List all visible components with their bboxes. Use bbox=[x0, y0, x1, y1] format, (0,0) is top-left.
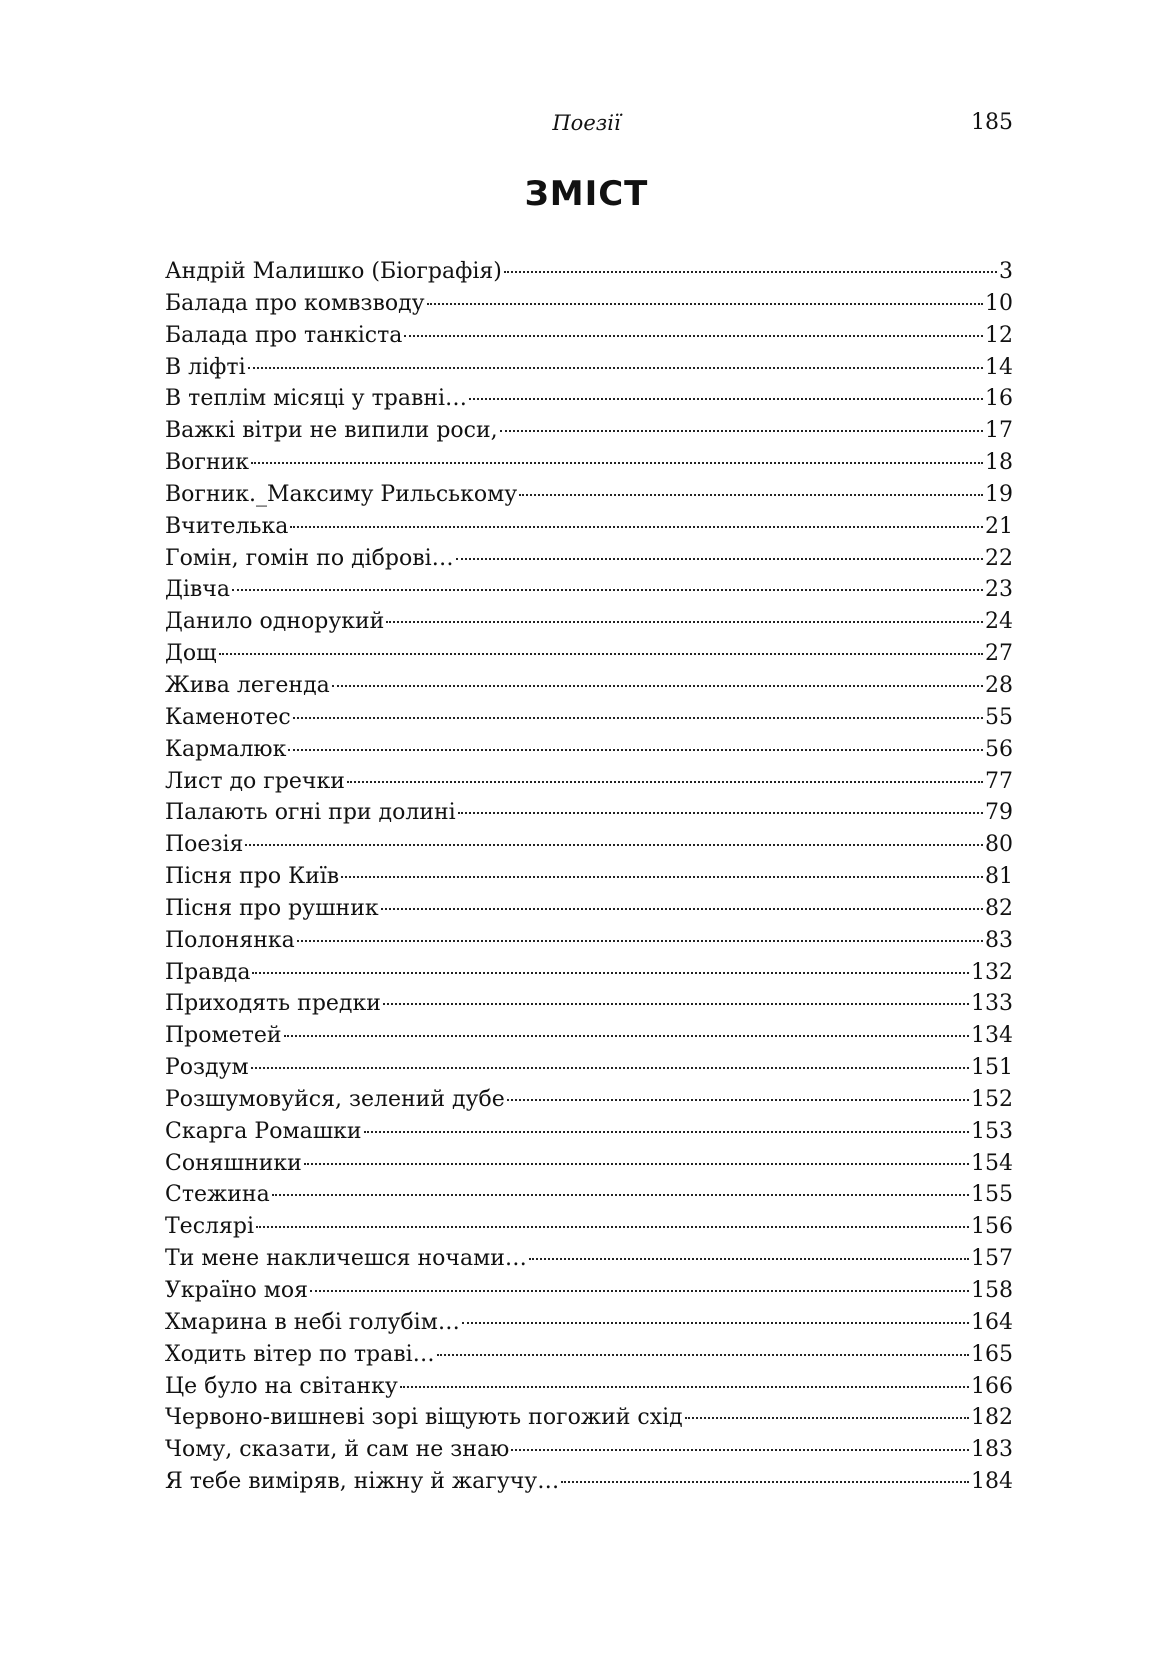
toc-entry-title: Поезія bbox=[165, 832, 244, 858]
toc-entry-title: Вогник bbox=[165, 450, 250, 476]
toc-entry-title: Важкі вітри не випили роси, bbox=[165, 418, 498, 444]
toc-entry-page: 133 bbox=[971, 991, 1013, 1017]
toc-entry-page: 79 bbox=[985, 800, 1013, 826]
toc-entry-page: 27 bbox=[985, 641, 1013, 667]
toc-entry-page: 134 bbox=[971, 1023, 1013, 1049]
toc-entry[interactable] bbox=[165, 988, 1013, 1020]
toc-entry-title: Ходить вітер по траві… bbox=[165, 1341, 435, 1367]
toc-entry-page: 56 bbox=[985, 736, 1013, 762]
table-of-contents bbox=[165, 256, 1013, 1498]
toc-entry[interactable] bbox=[165, 1371, 1013, 1403]
dot-leader bbox=[519, 494, 983, 496]
toc-entry-title: Каменотес bbox=[165, 704, 291, 730]
toc-entry-title: Теслярі bbox=[165, 1214, 254, 1240]
toc-entry-title: Палають огні при долині bbox=[165, 800, 456, 826]
toc-entry-title: Стежина bbox=[165, 1182, 270, 1208]
dot-leader bbox=[341, 876, 983, 878]
toc-entry-page: 164 bbox=[971, 1309, 1013, 1335]
toc-entry-title: Роздум bbox=[165, 1055, 249, 1081]
dot-leader bbox=[304, 1163, 969, 1165]
toc-entry-page: 156 bbox=[971, 1214, 1013, 1240]
toc-entry[interactable] bbox=[165, 1275, 1013, 1307]
toc-entry-page: 10 bbox=[985, 290, 1013, 316]
toc-entry-title: Вогник._Максиму Рильському bbox=[165, 481, 518, 507]
toc-entry[interactable] bbox=[165, 1052, 1013, 1084]
toc-entry-page: 151 bbox=[971, 1055, 1013, 1081]
toc-entry-title: Данило однорукий bbox=[165, 609, 385, 635]
toc-entry-page: 152 bbox=[971, 1086, 1013, 1112]
dot-leader bbox=[284, 1035, 970, 1037]
dot-leader bbox=[232, 589, 983, 591]
toc-entry[interactable] bbox=[165, 1402, 1013, 1434]
toc-entry-title: В теплім місяці у травні… bbox=[165, 386, 468, 412]
toc-entry[interactable] bbox=[165, 1243, 1013, 1275]
dot-leader bbox=[290, 526, 983, 528]
dot-leader bbox=[456, 558, 983, 560]
toc-entry-title: Вчителька bbox=[165, 513, 289, 539]
dot-leader bbox=[219, 653, 983, 655]
toc-entry[interactable] bbox=[165, 288, 1013, 320]
toc-entry-title: Скарга Ромашки bbox=[165, 1118, 362, 1144]
toc-entry[interactable] bbox=[165, 829, 1013, 861]
toc-entry-title: Розшумовуйся, зелений дубе bbox=[165, 1086, 505, 1112]
dot-leader bbox=[310, 1290, 969, 1292]
toc-entry[interactable] bbox=[165, 1434, 1013, 1466]
toc-entry[interactable] bbox=[165, 702, 1013, 734]
toc-entry-page: 158 bbox=[971, 1278, 1013, 1303]
dot-leader bbox=[347, 781, 983, 783]
dot-leader bbox=[400, 1386, 969, 1388]
toc-entry-page: 24 bbox=[985, 609, 1013, 635]
toc-entry[interactable] bbox=[165, 1307, 1013, 1339]
toc-entry-page: 23 bbox=[985, 577, 1013, 603]
toc-entry-title: Ти мене накличешся ночами… bbox=[165, 1246, 527, 1272]
dot-leader bbox=[383, 1003, 969, 1005]
toc-entry-page: 154 bbox=[971, 1150, 1013, 1176]
toc-entry[interactable] bbox=[165, 574, 1013, 606]
toc-heading: ЗМІСТ bbox=[524, 174, 649, 214]
toc-entry-title: Гомін, гомін по діброві… bbox=[165, 545, 454, 571]
toc-entry-title: Жива легенда bbox=[165, 672, 330, 698]
toc-entry[interactable] bbox=[165, 670, 1013, 702]
dot-leader bbox=[507, 1099, 969, 1101]
toc-entry-page: 17 bbox=[985, 418, 1013, 444]
toc-entry-title: Балада про танкіста bbox=[165, 322, 403, 348]
dot-leader bbox=[293, 717, 983, 719]
toc-entry[interactable] bbox=[165, 957, 1013, 989]
toc-entry-title: Це було на світанку bbox=[165, 1373, 398, 1399]
toc-entry-title: Пісня про Київ bbox=[165, 864, 340, 890]
toc-entry-title: Соняшники bbox=[165, 1150, 302, 1176]
toc-entry-page: 184 bbox=[971, 1469, 1013, 1495]
toc-entry-title: Правда bbox=[165, 959, 251, 985]
toc-entry[interactable] bbox=[165, 638, 1013, 670]
toc-entry-page: 55 bbox=[985, 704, 1013, 730]
dot-leader bbox=[500, 430, 983, 432]
toc-entry[interactable] bbox=[165, 447, 1013, 479]
toc-entry-page: 153 bbox=[971, 1118, 1013, 1144]
dot-leader bbox=[332, 685, 983, 687]
toc-entry[interactable] bbox=[165, 766, 1013, 798]
toc-entry-page: 183 bbox=[971, 1437, 1013, 1463]
toc-entry-page: 3 bbox=[999, 259, 1013, 284]
dot-leader bbox=[256, 1226, 969, 1228]
toc-entry-page: 157 bbox=[971, 1246, 1013, 1272]
toc-entry-page: 83 bbox=[985, 927, 1013, 953]
toc-entry-title: Дівча bbox=[165, 577, 230, 603]
page-number: 185 bbox=[971, 110, 1013, 135]
toc-entry-page: 19 bbox=[985, 481, 1013, 507]
toc-entry-page: 132 bbox=[971, 959, 1013, 985]
dot-leader bbox=[529, 1258, 969, 1260]
toc-entry[interactable] bbox=[165, 1466, 1013, 1498]
toc-entry-page: 18 bbox=[985, 450, 1013, 476]
toc-entry[interactable] bbox=[165, 893, 1013, 925]
toc-entry-title: Кармалюк bbox=[165, 736, 287, 762]
toc-entry[interactable] bbox=[165, 734, 1013, 766]
toc-entry-title: Балада про комвзводу bbox=[165, 290, 425, 316]
dot-leader bbox=[458, 812, 983, 814]
toc-entry[interactable] bbox=[165, 797, 1013, 829]
dot-leader bbox=[288, 749, 983, 751]
running-header bbox=[160, 108, 1013, 138]
dot-leader bbox=[252, 972, 969, 974]
dot-leader bbox=[364, 1131, 969, 1133]
toc-entry[interactable] bbox=[165, 511, 1013, 543]
toc-entry[interactable] bbox=[165, 925, 1013, 957]
toc-entry-title: Андрій Малишко (Біографія) bbox=[165, 259, 502, 284]
toc-entry-title: Дощ bbox=[165, 641, 217, 667]
dot-leader bbox=[427, 303, 983, 305]
dot-leader bbox=[272, 1194, 969, 1196]
toc-entry-page: 12 bbox=[985, 322, 1013, 348]
toc-entry[interactable] bbox=[165, 1211, 1013, 1243]
dot-leader bbox=[504, 271, 997, 273]
toc-entry[interactable] bbox=[165, 383, 1013, 415]
dot-leader bbox=[404, 335, 983, 337]
dot-leader bbox=[381, 908, 983, 910]
toc-entry[interactable] bbox=[165, 1116, 1013, 1148]
toc-entry[interactable] bbox=[165, 606, 1013, 638]
dot-leader bbox=[685, 1417, 969, 1419]
toc-entry-title: Україно моя bbox=[165, 1278, 309, 1303]
dot-leader bbox=[248, 367, 983, 369]
toc-entry-title: Прометей bbox=[165, 1023, 282, 1049]
dot-leader bbox=[437, 1354, 969, 1356]
dot-leader bbox=[251, 462, 983, 464]
dot-leader bbox=[251, 1067, 969, 1069]
toc-entry-page: 81 bbox=[985, 864, 1013, 890]
toc-entry-title: Приходять предки bbox=[165, 991, 381, 1017]
dot-leader bbox=[511, 1449, 969, 1451]
toc-entry[interactable] bbox=[165, 479, 1013, 511]
toc-entry[interactable] bbox=[165, 415, 1013, 447]
toc-entry-page: 155 bbox=[971, 1182, 1013, 1208]
toc-entry-title: Хмарина в небі голубім… bbox=[165, 1309, 460, 1335]
toc-entry-title: Чому, сказати, й сам не знаю bbox=[165, 1437, 510, 1463]
dot-leader bbox=[245, 844, 983, 846]
toc-entry-page: 77 bbox=[985, 768, 1013, 794]
toc-entry-page: 16 bbox=[985, 386, 1013, 412]
toc-entry-page: 182 bbox=[971, 1405, 1013, 1431]
dot-leader bbox=[386, 621, 983, 623]
toc-entry-page: 14 bbox=[985, 354, 1013, 380]
toc-entry-page: 165 bbox=[971, 1341, 1013, 1367]
toc-entry-page: 21 bbox=[985, 513, 1013, 539]
toc-entry[interactable] bbox=[165, 543, 1013, 575]
toc-entry-page: 166 bbox=[971, 1373, 1013, 1399]
toc-entry-page: 80 bbox=[985, 832, 1013, 858]
dot-leader bbox=[561, 1481, 969, 1483]
toc-entry-page: 82 bbox=[985, 895, 1013, 921]
running-title: Поезії bbox=[552, 111, 621, 135]
dot-leader bbox=[462, 1322, 969, 1324]
toc-entry[interactable] bbox=[165, 1020, 1013, 1052]
toc-entry-title: Червоно-вишневі зорі віщують погожий схід bbox=[165, 1405, 683, 1431]
toc-entry-title: Я тебе виміряв, ніжну й жагучу… bbox=[165, 1469, 560, 1495]
toc-entry[interactable] bbox=[165, 861, 1013, 893]
toc-entry-title: Лист до гречки bbox=[165, 768, 345, 794]
dot-leader bbox=[297, 940, 983, 942]
toc-entry[interactable] bbox=[165, 1179, 1013, 1211]
dot-leader bbox=[469, 398, 983, 400]
toc-entry[interactable] bbox=[165, 1084, 1013, 1116]
toc-entry-title: Полонянка bbox=[165, 927, 295, 953]
toc-entry[interactable] bbox=[165, 1148, 1013, 1180]
toc-entry-title: Пісня про рушник bbox=[165, 895, 379, 921]
toc-entry[interactable] bbox=[165, 256, 1013, 288]
toc-entry[interactable] bbox=[165, 352, 1013, 384]
toc-entry[interactable] bbox=[165, 320, 1013, 352]
toc-entry[interactable] bbox=[165, 1339, 1013, 1371]
toc-entry-page: 28 bbox=[985, 672, 1013, 698]
toc-entry-page: 22 bbox=[985, 545, 1013, 571]
toc-entry-title: В ліфті bbox=[165, 354, 246, 380]
